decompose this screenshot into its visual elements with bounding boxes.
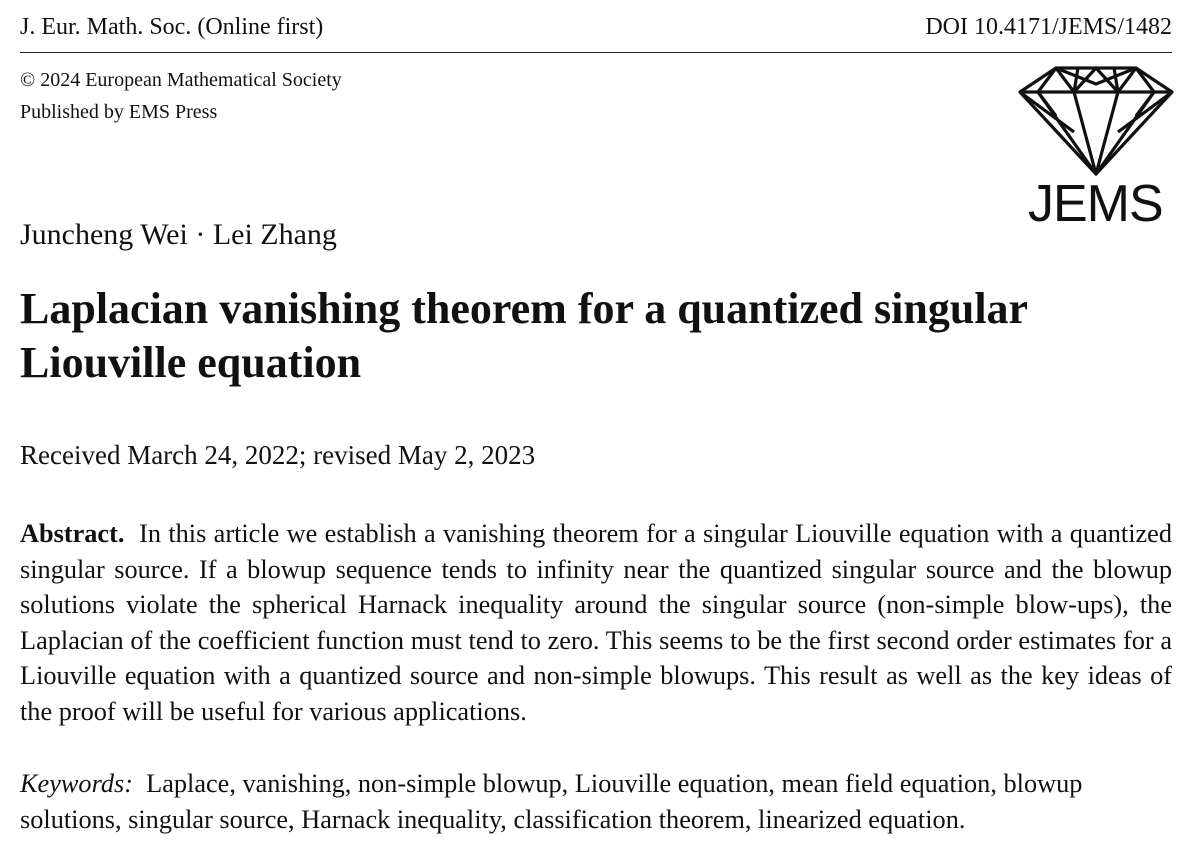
- header-divider: [20, 52, 1172, 53]
- journal-name: J. Eur. Math. Soc. (Online first): [20, 13, 324, 40]
- copyright-block: [20, 64, 342, 128]
- abstract-label: Abstract.: [20, 519, 125, 548]
- running-header: [20, 10, 1172, 44]
- logo-text: JEMS: [1028, 175, 1163, 233]
- keywords: [20, 766, 1170, 838]
- paper-title: Laplacian vanishing theorem for a quantized singular Liouville equation: [20, 284, 1028, 387]
- author-list: Juncheng Wei · Lei Zhang: [20, 218, 337, 251]
- diamond-icon: [1016, 62, 1176, 177]
- abstract-text: In this article we establish a vanishing theorem for a singular Liouville equation with a quantized singular source. If a blowup sequence tends to infinity near the quantized singular source and the blowup solutions violate the spherical Harnack inequality around the singular source (non-simple blow-ups), the Laplacian of the coefficient function must tend to zero. This seems to be the first second order estimates for a Liouville equation with a quantized source and non-simple blowups. This result as well as the key ideas of the proof will be useful for various applications.: [20, 519, 1172, 726]
- doi[interactable]: DOI 10.4171/JEMS/1482: [925, 13, 1172, 40]
- keywords-label: Keywords:: [20, 769, 133, 798]
- copyright-line: © 2024 European Mathematical Society: [20, 69, 342, 91]
- jems-logo: [1016, 62, 1176, 234]
- publisher-line: Published by EMS Press: [20, 101, 218, 123]
- received-dates: Received March 24, 2022; revised May 2, 2023: [20, 440, 536, 470]
- keywords-text: Laplace, vanishing, non-simple blowup, Liouville equation, mean field equation, blowup solutions, singular source, Harnack inequality, classification theorem, linearized equation.: [20, 769, 1083, 834]
- abstract: [20, 516, 1172, 729]
